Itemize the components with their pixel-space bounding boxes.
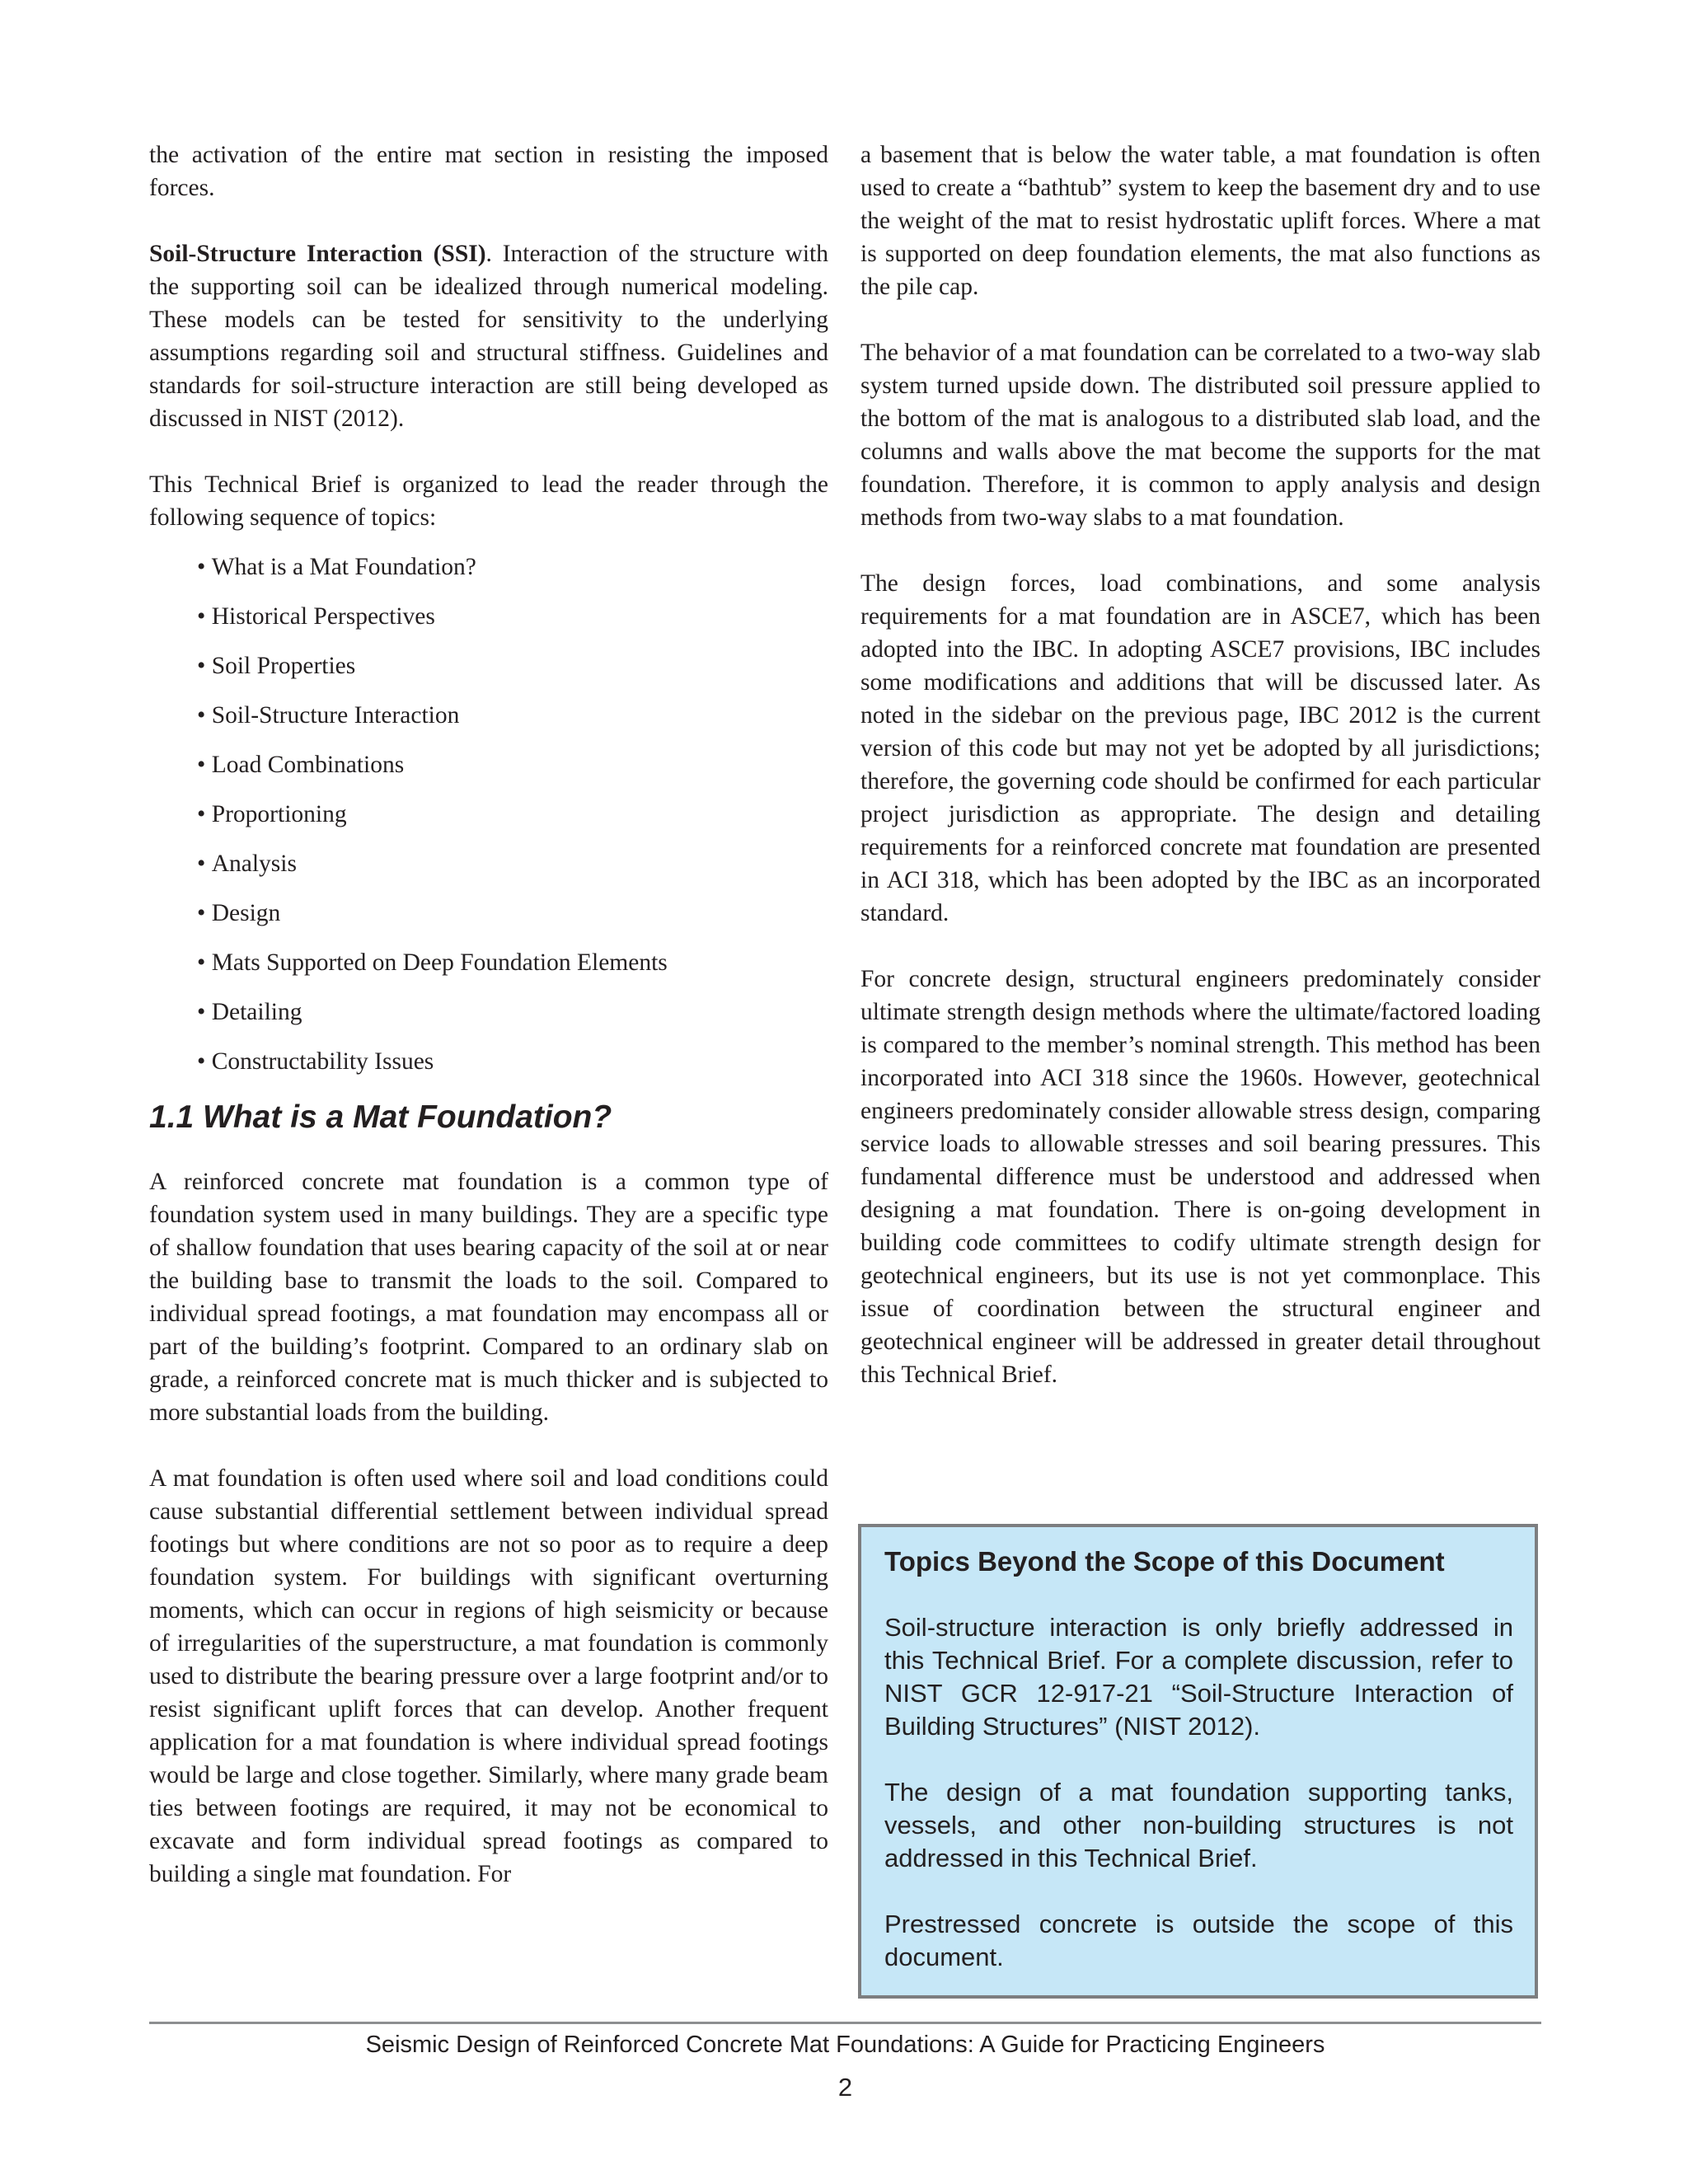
page-number: 2	[837, 2073, 853, 2102]
topic-list-item: • Load Combinations	[197, 748, 828, 781]
concrete-design-paragraph: For concrete design, structural engineers predominately consider ultimate strength design methods where the ultimate/factored loading is compared to the member’s nominal strength. This method has been incorporated into ACI 318 since the 1960s. However, geotechnical engineers predominately consider allowable stress design, comparing service loads to allowable stresses and soil bearing pressures. This fundamental difference must be understood and addressed when designing a mat foundation. There is on-going development in building code committees to codify ultimate strength design for geotechnical engineers, but its use is not yet commonplace. This issue of coordination between the structural engineer and geotechnical engineer will be addressed in greater detail throughout this Technical Brief.	[860, 966, 1540, 1388]
intro-paragraph: the activation of the entire mat section in resisting the imposed forces.	[149, 142, 828, 201]
topic-list-item: • Analysis	[197, 847, 828, 880]
topic-list-item: • Design	[197, 897, 828, 930]
ssi-term: Soil-Structure Interaction (SSI)	[149, 241, 486, 267]
topic-list	[149, 551, 828, 1078]
behavior-paragraph: The behavior of a mat foundation can be correlated to a two-way slab system turned upside down. The distributed soil pressure applied to the bottom of the mat is analogous to a distributed slab load, and the columns and walls above the mat become the supports for the mat foundation. Therefore, it is common to apply analysis and design methods from two-way slabs to a mat foundation.	[860, 340, 1540, 531]
topic-list-item: • Mats Supported on Deep Foundation Elements	[197, 946, 828, 979]
sidebar-paragraph: Prestressed concrete is outside the scope of this document.	[884, 1910, 1513, 1971]
topic-list-item: • Proportioning	[197, 798, 828, 831]
topic-list-item: • Soil-Structure Interaction	[197, 699, 828, 732]
ssi-text: . Interaction of the structure with the supporting soil can be idealized through numerical modeling. These models can be tested for sensitivity to the underlying assumptions regarding soil and structural stiffness. Guidelines and standards for soil-structure interaction are still being developed as discussed in NIST (2012).	[149, 241, 828, 432]
sidebar-paragraph: Soil-structure interaction is only briefly addressed in this Technical Brief. For a complete discussion, refer to NIST GCR 12-917-21 “Soil-Structure Interaction of Building Structures” (NIST 2012).	[884, 1613, 1513, 1741]
topic-list-item: • What is a Mat Foundation?	[197, 551, 828, 583]
sidebar-title: Topics Beyond the Scope of this Document	[884, 1546, 1445, 1577]
design-forces-paragraph: The design forces, load combinations, and some analysis requirements for a mat foundation are in ASCE7, which has been adopted into the IBC. In adopting ASCE7 provisions, IBC includes some modifications and additions that will be discussed later. As noted in the sidebar on the previous page, IBC 2012 is the current version of this code but may not yet be adopted by all jurisdictions; therefore, the governing code should be confirmed for each particular project jurisdiction as appropriate. The design and detailing requirements for a reinforced concrete mat foundation are presented in ACI 318, which has been adopted by the IBC as an incorporated standard.	[860, 570, 1540, 926]
organization-paragraph: This Technical Brief is organized to lead the reader through the following sequence of topics:	[149, 471, 828, 531]
ssi-paragraph	[149, 237, 828, 435]
right-column	[860, 138, 1540, 1424]
scope-sidebar	[858, 1524, 1538, 1999]
definition-paragraph: A reinforced concrete mat foundation is a common type of foundation system used in many buildings. They are a specific type of shallow foundation that uses bearing capacity of the soil at or near the building base to transmit the loads to the soil. Compared to individual spread footings, a mat foundation may encompass all or part of the building’s footprint. Compared to an ordinary slab on grade, a reinforced concrete mat is much thicker and is subjected to more substantial loads from the building.	[149, 1169, 828, 1426]
topic-list-item: • Soil Properties	[197, 649, 828, 682]
usage-paragraph: A mat foundation is often used where soil and load conditions could cause substantial differential settlement between individual spread footings but where conditions are not so poor as to require a deep foundation system. For buildings with significant overturning moments, which can occur in regions of high seismicity or because of irregularities of the superstructure, a mat foundation is commonly used to distribute the bearing pressure over a large footprint and/or to resist significant uplift forces that can develop. Another frequent application for a mat foundation is where individual spread footings would be large and close together. Similarly, where many grade beam ties between footings are required, it may not be economical to excavate and form individual spread footings as compared to building a single mat foundation. For	[149, 1465, 828, 1887]
footer-divider	[149, 2022, 1541, 2024]
topic-list-item: • Constructability Issues	[197, 1045, 828, 1078]
footer-title: Seismic Design of Reinforced Concrete Mat Foundations: A Guide for Practicing Engineers	[365, 2032, 1325, 2058]
basement-paragraph: a basement that is below the water table, a mat foundation is often used to create a “bathtub” system to keep the basement dry and to use the weight of the mat to resist hydrostatic uplift forces. Where a mat is supported on deep foundation elements, the mat also functions as the pile cap.	[860, 142, 1540, 300]
section-heading: 1.1 What is a Mat Foundation?	[149, 1099, 612, 1135]
sidebar-paragraph: The design of a mat foundation supporting tanks, vessels, and other non-building structures is not addressed in this Technical Brief.	[884, 1778, 1513, 1872]
left-column	[149, 138, 828, 1924]
topic-list-item: • Historical Perspectives	[197, 600, 828, 633]
topic-list-item: • Detailing	[197, 996, 828, 1029]
